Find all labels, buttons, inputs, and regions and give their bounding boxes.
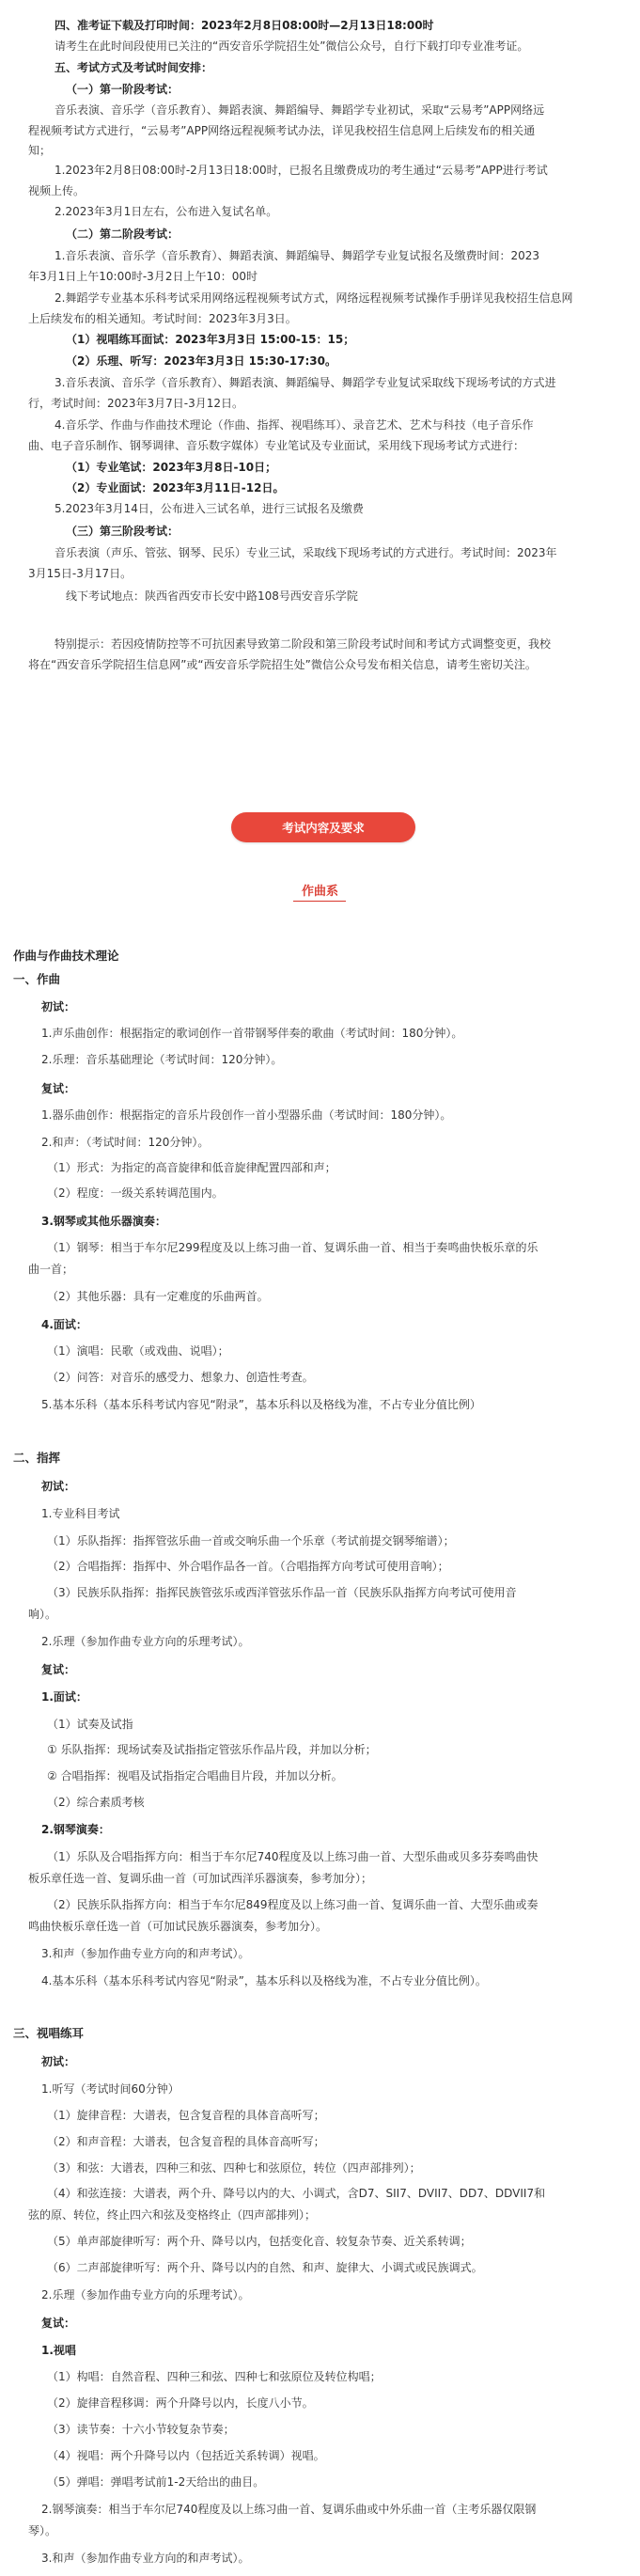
- text-line: （二）第二阶段考试：: [66, 228, 180, 241]
- text-line: （1）演唱：民歌（或戏曲、说唱）；: [47, 1344, 229, 1358]
- text-line: 2.钢琴演奏：: [41, 1823, 110, 1836]
- text-line: 行，考试时间：2023年3月7日-3月12日。: [28, 397, 244, 410]
- text-line: （6）二声部旋律听写：两个升、降号以内的自然、和声、旋律大、小调式或民族调式。: [47, 2261, 483, 2274]
- text-line: 三、视唱练耳: [13, 2026, 85, 2040]
- text-line: （1）乐队及合唱指挥方向：相当于车尔尼740程度及以上练习曲一首、大型乐曲或贝多芬奏鸣曲快: [47, 1850, 539, 1863]
- text-line: 复试：: [41, 2317, 76, 2330]
- text-line: （2）乐理、听写：2023年3月3日 15:30-17:30。: [66, 354, 337, 368]
- text-line: 复试：: [41, 1663, 76, 1676]
- text-line: 音乐表演、音乐学（音乐教育）、舞蹈表演、舞蹈编导、舞蹈学专业初试，采取“云易考”APP网络远: [55, 103, 545, 117]
- text-line: 2.乐理：音乐基础理论（考试时间：120分钟）。: [41, 1053, 283, 1066]
- text-line: 2.和声：（考试时间：120分钟）。: [41, 1136, 210, 1149]
- text-line: （1）构唱：自然音程、四种三和弦、四种七和弦原位及转位构唱；: [47, 2370, 382, 2383]
- text-line: （2）综合素质考核: [47, 1796, 145, 1809]
- text-line: 鸣曲快板乐章任选一首（可加试民族乐器演奏，参考加分）。: [28, 1920, 328, 1933]
- text-line: （1）乐队指挥：指挥管弦乐曲一首或交响乐曲一个乐章（考试前提交钢琴缩谱）；: [47, 1534, 455, 1547]
- text-line: 3.和声（参加作曲专业方向的和声考试）。: [41, 1947, 250, 1960]
- text-line: 1.声乐曲创作：根据指定的歌词创作一首带钢琴伴奏的歌曲（考试时间：180分钟）。: [41, 1027, 463, 1040]
- text-line: （4）视唱：两个升降号以内（包括近关系转调）视唱。: [47, 2449, 325, 2462]
- text-line: （2）程度：一级关系转调范围内。: [47, 1186, 224, 1200]
- text-line: 3月15日-3月17日。: [28, 567, 133, 580]
- text-line: 视频上传。: [28, 184, 86, 197]
- text-line: 曲一首；: [28, 1263, 74, 1276]
- text-line: 1.听写（考试时间60分钟）: [41, 2082, 180, 2096]
- text-line: 1.2023年2月8日08:00时-2月13日18:00时，已报名且缴费成功的考生通过“云易考”APP进行考试: [55, 164, 548, 177]
- text-line: ② 合唱指挥：视唱及试指指定合唱曲目片段，并加以分析。: [47, 1769, 343, 1783]
- text-line: 弦的原、转位，终止四六和弦及变格终止（四声部排列）；: [28, 2208, 317, 2222]
- text-line: 复试：: [41, 1082, 76, 1095]
- text-line: 初试：: [41, 1480, 76, 1493]
- text-line: （1）形式：为指定的高音旋律和低音旋律配置四部和声；: [47, 1161, 336, 1174]
- text-line: （5）弹唱：弹唱考试前1-2天给出的曲目。: [47, 2475, 265, 2489]
- department-title: 作曲系: [301, 885, 338, 899]
- text-line: （3）读节奏：十六小节较复杂节奏；: [47, 2423, 235, 2436]
- text-line: （一）第一阶段考试：: [66, 83, 180, 96]
- text-line: 1.专业科目考试: [41, 1507, 120, 1520]
- exam-content-button[interactable]: 考试内容及要求: [231, 812, 415, 842]
- text-line: 一、作曲: [13, 972, 61, 986]
- text-line: 2.乐理（参加作曲专业方向的乐理考试）。: [41, 2288, 250, 2301]
- text-line: 特别提示：若因疫情防控等不可抗因素导致第二阶段和第三阶段考试时间和考试方式调整变更，我校: [55, 637, 552, 651]
- text-line: （3）和弦：大谱表，四种三和弦、四种七和弦原位，转位（四声部排列）；: [47, 2161, 421, 2175]
- text-line: 5.基本乐科（基本乐科考试内容见“附录”，基本乐科以及格线为准，不占专业分值比例）: [41, 1398, 481, 1411]
- text-line: （4）和弦连接：大谱表，两个升、降号以内的大、小调式，含D7、SII7、DVII7、DD7、DDVII7和: [47, 2187, 546, 2200]
- text-line: 请考生在此时间段使用已关注的“西安音乐学院招生处”微信公众号，自行下载打印专业准考证。: [55, 39, 529, 53]
- text-line: （5）单声部旋律听写：两个升、降号以内，包括变化音、较复杂节奏、近关系转调；: [47, 2235, 472, 2248]
- text-line: 2.舞蹈学专业基本乐科考试采用网络远程视频考试方式，网络远程视频考试操作手册详见我校招生信息网: [55, 291, 573, 305]
- text-line: 线下考试地点：陕西省西安市长安中路108号西安音乐学院: [66, 589, 358, 603]
- text-line: 四、准考证下载及打印时间：2023年2月8日08:00时—2月13日18:00时: [55, 19, 434, 32]
- text-line: 响）。: [28, 1608, 57, 1621]
- text-line: 1.器乐曲创作：根据指定的音乐片段创作一首小型器乐曲（考试时间：180分钟）。: [41, 1108, 452, 1122]
- text-line: 作曲与作曲技术理论: [13, 949, 119, 963]
- text-line: （3）民族乐队指挥：指挥民族管弦乐或西洋管弦乐作品一首（民族乐队指挥方向考试可使用音: [47, 1586, 517, 1599]
- text-line: （1）试奏及试指: [47, 1718, 133, 1731]
- text-line: 将在“西安音乐学院招生信息网”或“西安音乐学院招生处”微信公众号发布相关信息，请考生密切关注。: [28, 658, 537, 671]
- text-line: （2）民族乐队指挥方向：相当于车尔尼849程度及以上练习曲一首、复调乐曲一首、大型乐曲或奏: [47, 1898, 539, 1911]
- text-line: ① 乐队指挥：现场试奏及试指指定管弦乐作品片段，并加以分析；: [47, 1743, 377, 1756]
- text-line: 5.2023年3月14日，公布进入三试名单，进行三试报名及缴费: [55, 502, 364, 515]
- text-line: 3.钢琴或其他乐器演奏：: [41, 1215, 166, 1228]
- text-line: 2.钢琴演奏：相当于车尔尼740程度及以上练习曲一首、复调乐曲或中外乐曲一首（主考乐器仅限钢: [41, 2503, 537, 2516]
- text-line: 1.视唱: [41, 2344, 76, 2357]
- text-line: （1）旋律音程：大谱表，包含复音程的具体音高听写；: [47, 2109, 325, 2122]
- section-title: 五、考试方式及考试时间安排：: [55, 61, 213, 74]
- text-line: 琴）。: [28, 2524, 57, 2537]
- text-line: （三）第三阶段考试：: [66, 525, 180, 538]
- department-title-underline: [293, 901, 346, 902]
- text-line: （2）旋律音程移调：两个升降号以内，长度八小节。: [47, 2396, 314, 2410]
- text-line: （2）合唱指挥：指挥中、外合唱作品各一首。（合唱指挥方向考试可使用音响）；: [47, 1560, 449, 1573]
- text-line: 曲、电子音乐制作、钢琴调律、音乐数字媒体）专业笔试及专业面试，采用线下现场考试方式进行：: [28, 439, 525, 452]
- text-line: 3.和声（参加作曲专业方向的和声考试）。: [41, 2552, 250, 2565]
- text-line: 1.音乐表演、音乐学（音乐教育）、舞蹈表演、舞蹈编导、舞蹈学专业复试报名及缴费时间：2023: [55, 249, 539, 262]
- text-line: 程视频考试方式进行，“云易考”APP网络远程视频考试办法，详见我校招生信息网上后续发布的相关通: [28, 124, 536, 137]
- text-line: 2.2023年3月1日左右，公布进入复试名单。: [55, 205, 278, 218]
- text-line: （1）专业笔试：2023年3月8日-10日；: [66, 461, 277, 474]
- text-line: 3.音乐表演、音乐学（音乐教育）、舞蹈表演、舞蹈编导、舞蹈学专业复试采取线下现场考试的方式进: [55, 376, 556, 389]
- text-line: （2）和声音程：大谱表，包含复音程的具体音高听写；: [47, 2135, 325, 2148]
- text-line: 4.面试：: [41, 1318, 87, 1331]
- text-line: 年3月1日上午10:00时-3月2日上午10：00时: [28, 270, 258, 283]
- text-line: 二、指挥: [13, 1451, 61, 1465]
- text-line: 1.面试：: [41, 1690, 87, 1704]
- text-line: 2.乐理（参加作曲专业方向的乐理考试）。: [41, 1635, 250, 1648]
- text-line: 音乐表演（声乐、管弦、钢琴、民乐）专业三试，采取线下现场考试的方式进行。考试时间：2023年: [55, 546, 557, 559]
- text-line: （2）专业面试：2023年3月11日-12日。: [66, 481, 285, 495]
- text-line: 4.音乐学、作曲与作曲技术理论（作曲、指挥、视唱练耳）、录音艺术、艺术与科技（电子音乐作: [55, 418, 534, 432]
- text-line: 初试：: [41, 1000, 76, 1013]
- text-line: （1）钢琴：相当于车尔尼299程度及以上练习曲一首、复调乐曲一首、相当于奏鸣曲快板乐章的乐: [47, 1241, 539, 1254]
- text-line: （2）问答：对音乐的感受力、想象力、创造性考查。: [47, 1371, 314, 1384]
- text-line: 板乐章任选一首、复调乐曲一首（可加试西洋乐器演奏，参考加分）；: [28, 1872, 373, 1885]
- text-line: 初试：: [41, 2055, 76, 2068]
- text-line: 上后续发布的相关通知。考试时间：2023年3月3日。: [28, 312, 297, 325]
- text-line: （1）视唱练耳面试：2023年3月3日 15:00-15：15；: [66, 333, 355, 346]
- text-line: 知；: [28, 144, 52, 157]
- text-line: 4.基本乐科（基本乐科考试内容见“附录”，基本乐科以及格线为准，不占专业分值比例）。: [41, 1974, 487, 1987]
- text-line: （2）其他乐器：具有一定难度的乐曲两首。: [47, 1290, 269, 1303]
